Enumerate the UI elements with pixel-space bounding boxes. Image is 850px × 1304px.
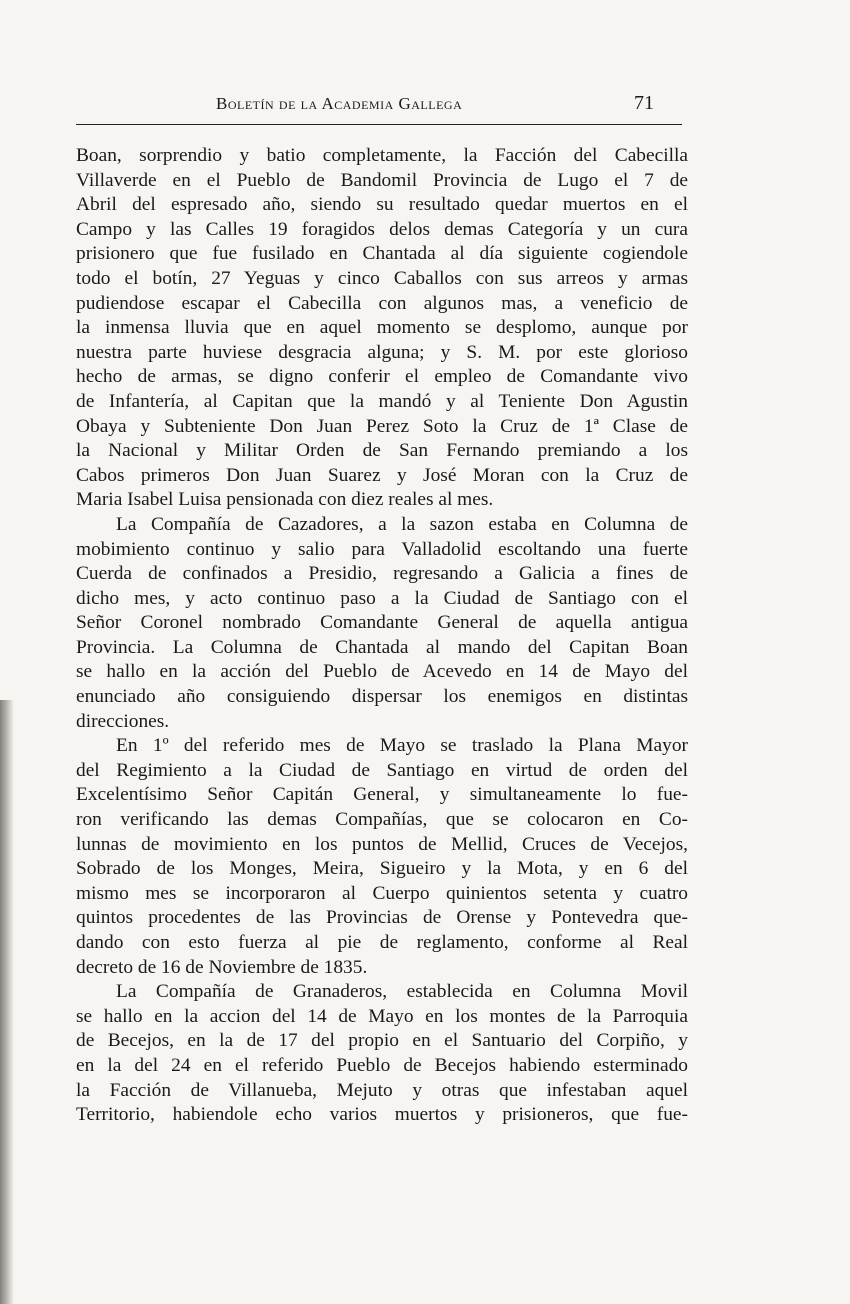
text-line: ron verificando las demas Compañías, que se colocaron en Co-	[76, 809, 688, 831]
text-line: Maria Isabel Luisa pensionada con diez reales al mes.	[76, 489, 494, 511]
text-line: en la del 24 en el referido Pueblo de Becejos habiendo esterminado	[76, 1054, 688, 1076]
text-line: La Compañía de Cazadores, a la sazon estaba en Columna de	[116, 513, 688, 535]
text-line: de Infantería, al Capitan que la mandó y al Teniente Don Agustin	[76, 390, 688, 412]
text-line: todo el botín, 27 Yeguas y cinco Caballos con sus arreos y armas	[76, 267, 688, 289]
text-line: dicho mes, y acto continuo paso a la Ciudad de Santiago con el	[76, 587, 688, 609]
text-line: del Regimiento a la Ciudad de Santiago en virtud de orden del	[76, 759, 688, 781]
text-line: Cabos primeros Don Juan Suarez y José Moran con la Cruz de	[76, 464, 688, 486]
text-line: decreto de 16 de Noviembre de 1835.	[76, 956, 368, 978]
text-line: prisionero que fue fusilado en Chantada al día siguiente cogiendole	[76, 243, 688, 265]
running-title: Boletín de la Academia Gallega	[216, 94, 463, 113]
text-line: Señor Coronel nombrado Comandante General de aquella antigua	[76, 612, 688, 634]
text-line: lunnas de movimiento en los puntos de Mellid, Cruces de Vecejos,	[76, 833, 688, 855]
text-line: de Becejos, en la de 17 del propio en el Santuario del Corpiño, y	[76, 1030, 688, 1052]
text-line: Campo y las Calles 19 foragidos delos demas Categoría y un cura	[76, 218, 688, 240]
text-line: Excelentísimo Señor Capitán General, y simultaneamente lo fue-	[76, 784, 688, 806]
text-line: dando con esto fuerza al pie de reglamento, conforme al Real	[76, 932, 688, 953]
body-text	[76, 144, 688, 1128]
text-line: la inmensa lluvia que en aquel momento se desplomo, aunque por	[76, 317, 688, 339]
text-line: Boan, sorprendio y batio completamente, la Facción del Cabecilla	[76, 145, 688, 166]
text-line: Sobrado de los Monges, Meira, Sigueiro y la Mota, y en 6 del	[76, 858, 688, 880]
text-line: nuestra parte huviese desgracia alguna; y S. M. por este glorioso	[76, 341, 688, 363]
text-line: hecho de armas, se digno conferir el empleo de Comandante vivo	[76, 366, 688, 388]
text-line: Obaya y Subteniente Don Juan Perez Soto la Cruz de 1ª Clase de	[76, 415, 688, 437]
text-line: enunciado año consiguiendo dispersar los enemigos en distintas	[76, 686, 688, 708]
text-line: Provincia. La Columna de Chantada al mando del Capitan Boan	[76, 636, 688, 658]
text-line: mismo mes se incorporaron al Cuerpo quinientos setenta y cuatro	[76, 882, 688, 904]
text-line: la Facción de Villanueba, Mejuto y otras que infestaban aquel	[76, 1079, 688, 1101]
text-line: Cuerda de confinados a Presidio, regresando a Galicia a fines de	[76, 563, 688, 585]
text-line: mobimiento continuo y salio para Valladolid escoltando una fuerte	[76, 538, 688, 560]
page-edge-shadow	[0, 700, 14, 1304]
text-line: se hallo en la accion del 14 de Mayo en los montes de la Parroquia	[76, 1005, 688, 1027]
text-line: la Nacional y Militar Orden de San Fernando premiando a los	[76, 440, 688, 462]
page-number: 71	[634, 92, 654, 114]
text-line: quintos procedentes de las Provincias de Orense y Pontevedra que-	[76, 907, 688, 929]
text-line: Abril del espresado año, siendo su resultado quedar muertos en el	[76, 194, 688, 216]
text-line: Territorio, habiendole echo varios muertos y prisioneros, que fue-	[76, 1104, 688, 1126]
text-line: direcciones.	[76, 710, 170, 732]
page-header	[76, 88, 682, 125]
text-line: En 1º del referido mes de Mayo se traslado la Plana Mayor	[116, 735, 688, 757]
text-line: pudiendose escapar el Cabecilla con algunos mas, a veneficio de	[76, 292, 688, 314]
text-line: Villaverde en el Pueblo de Bandomil Provincia de Lugo el 7 de	[76, 169, 688, 191]
text-line: se hallo en la acción del Pueblo de Acevedo en 14 de Mayo del	[76, 661, 688, 683]
text-line: La Compañía de Granaderos, establecida en Columna Movil	[116, 981, 688, 1003]
